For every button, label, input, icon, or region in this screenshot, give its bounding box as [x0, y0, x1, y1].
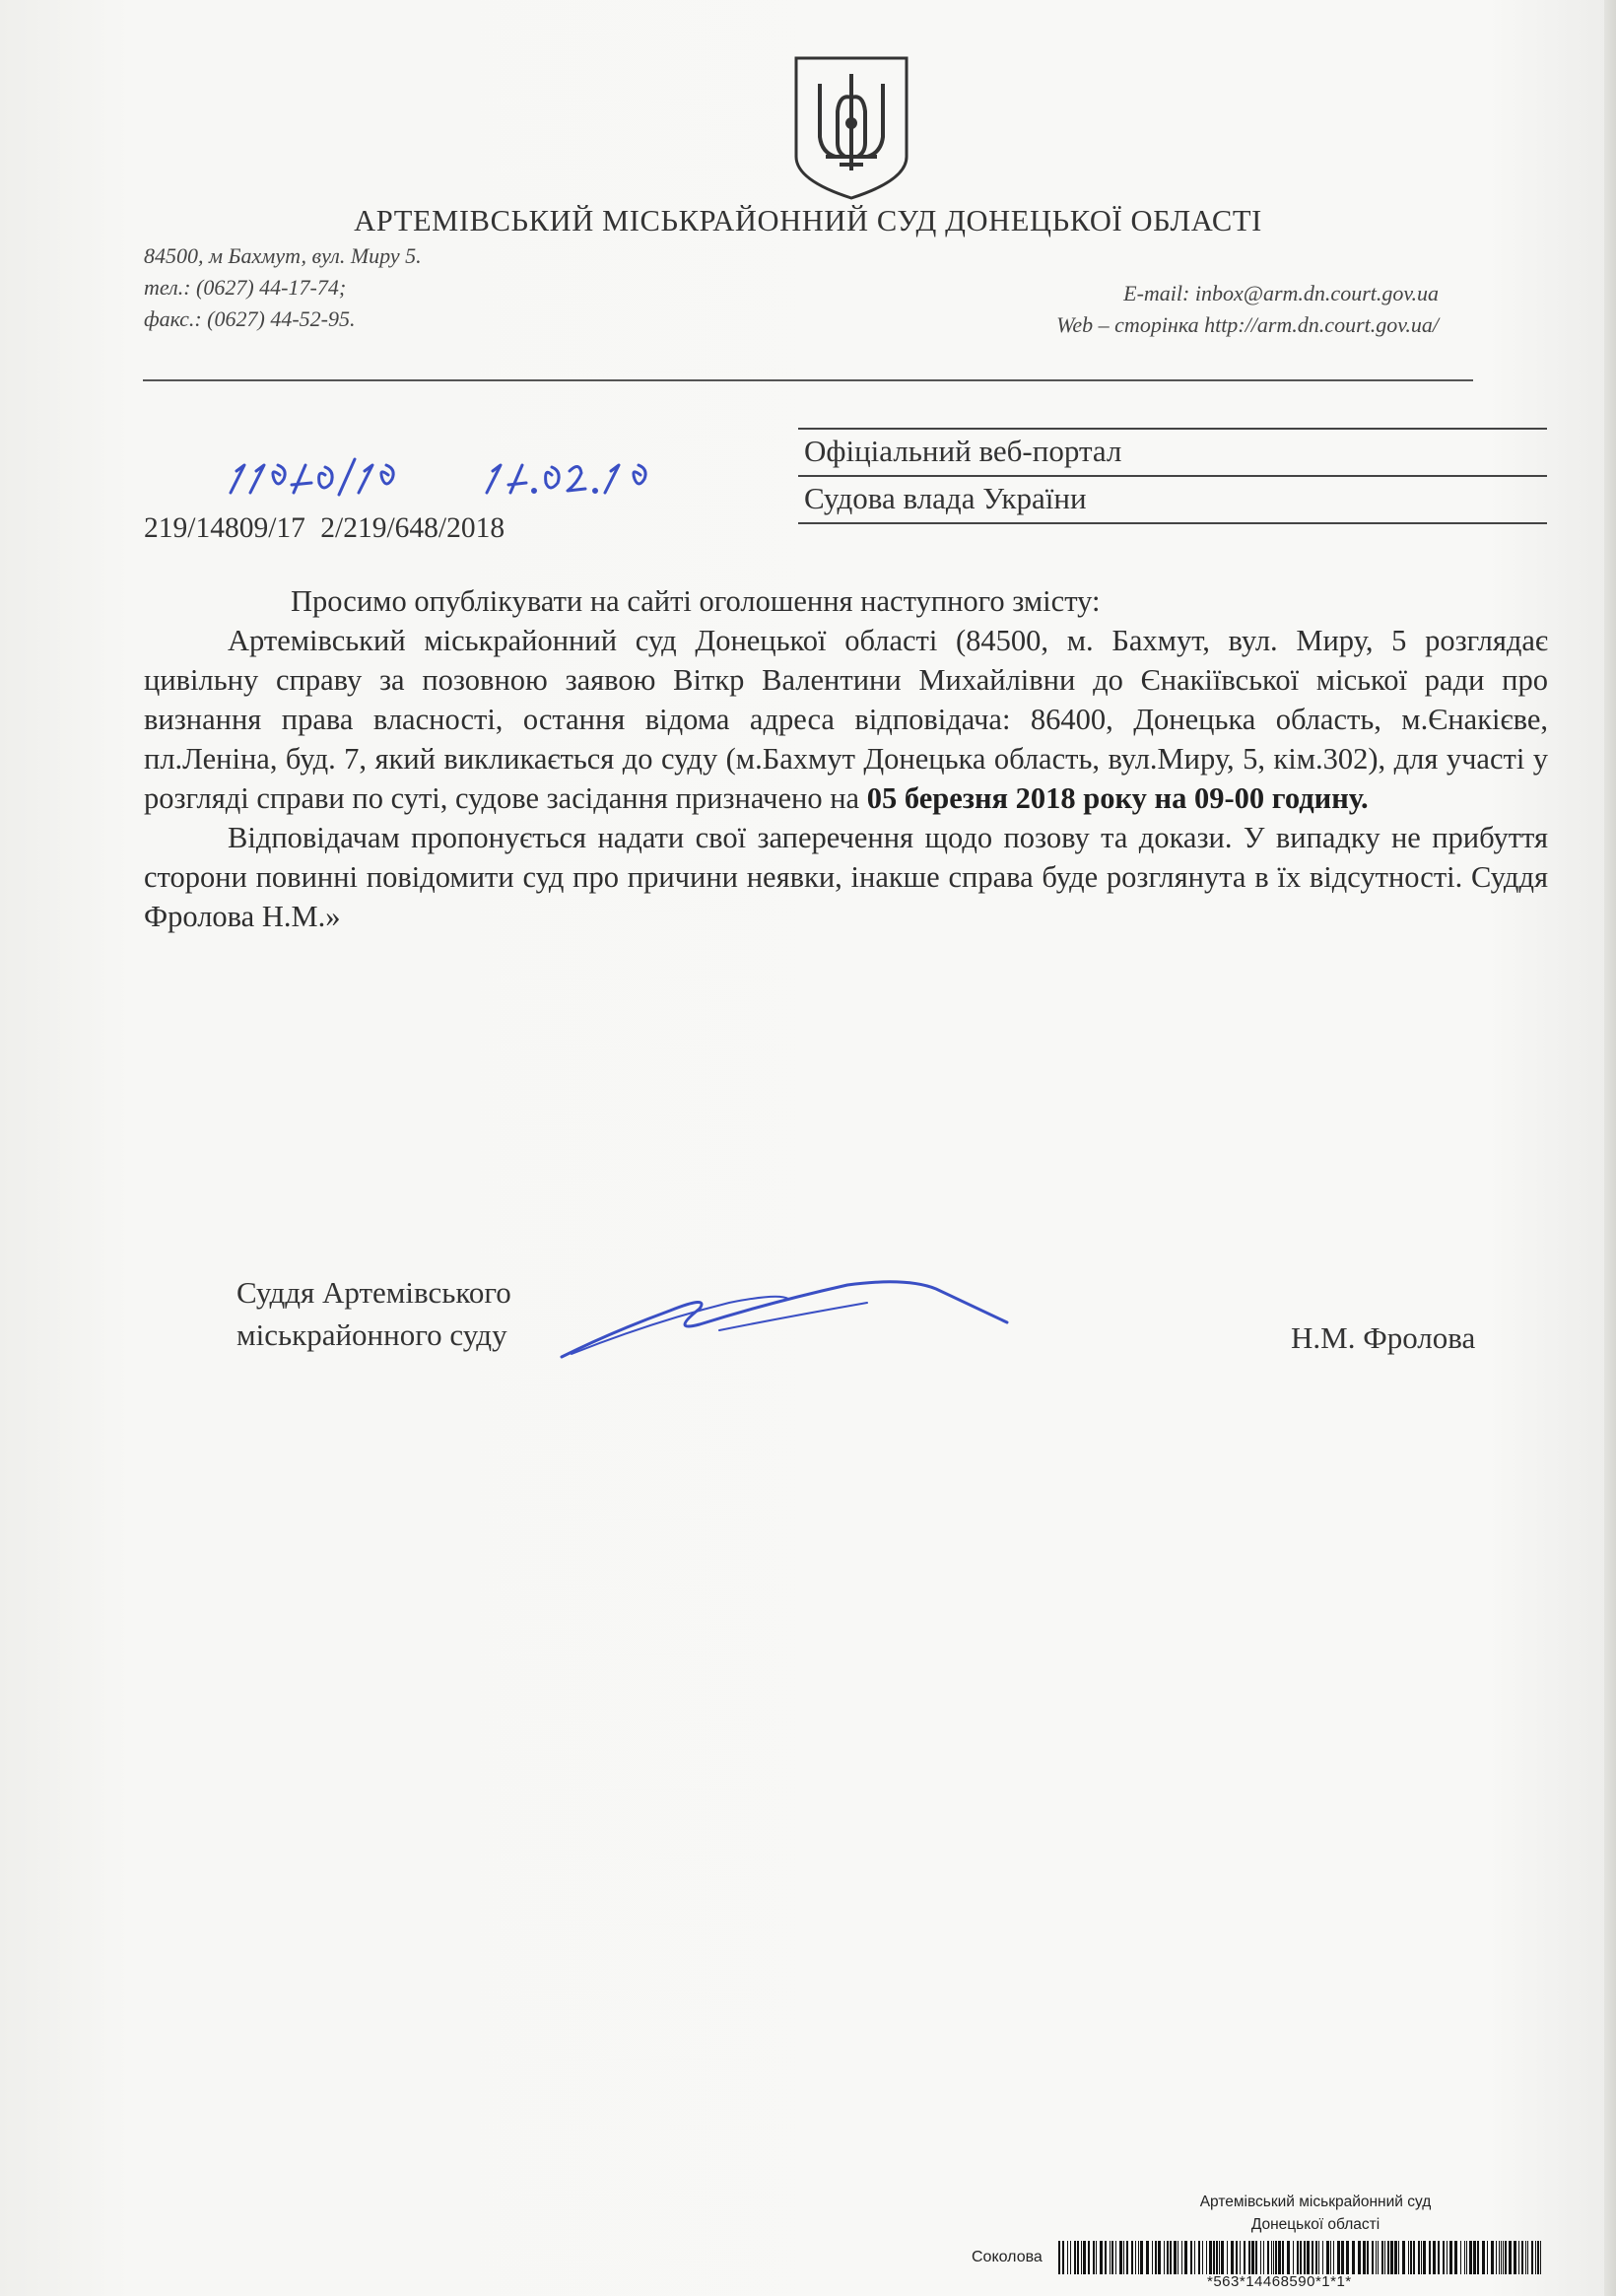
barcode-bar [1135, 2241, 1136, 2274]
barcode-bar [1387, 2241, 1389, 2274]
barcode-bar [1423, 2241, 1426, 2274]
barcode-bar [1496, 2241, 1497, 2274]
barcode-bar [1372, 2241, 1374, 2274]
barcode-bar [1267, 2241, 1269, 2274]
barcode-bar [1408, 2241, 1409, 2274]
barcode-bar [1337, 2241, 1340, 2274]
barcode-bar [1381, 2241, 1383, 2274]
barcode-number: *563*14468590*1*1* [1207, 2273, 1352, 2290]
barcode-bar [1111, 2241, 1113, 2274]
barcode-bar [1271, 2241, 1272, 2274]
barcode-bar [1537, 2241, 1539, 2274]
barcode-bar [1058, 2241, 1060, 2274]
barcode-bar [1216, 2241, 1218, 2274]
coat-of-arms-icon [790, 54, 912, 202]
addressee-block [798, 428, 1547, 524]
handwritten-registration-note [223, 445, 666, 505]
barcode-bar [1194, 2241, 1195, 2274]
barcode-bar [1300, 2241, 1302, 2274]
announcement-paragraph-1 [144, 621, 1548, 818]
signatory-name: Н.М. Фролова [1291, 1320, 1476, 1355]
barcode-bar [1070, 2241, 1071, 2274]
barcode-bar [1384, 2241, 1385, 2274]
barcode-bar [1131, 2241, 1133, 2274]
barcode-bar [1184, 2241, 1187, 2274]
barcode-bar [1509, 2241, 1512, 2274]
court-address: 84500, м Бахмут, вул. Миру 5. [144, 243, 422, 268]
barcode-bar [1219, 2241, 1220, 2274]
barcode-bar [1469, 2241, 1472, 2274]
barcode-bar [1240, 2241, 1241, 2274]
barcode-bar [1312, 2241, 1313, 2274]
signatory-title-line-2: міськрайонного суду [236, 1317, 507, 1352]
barcode-bar [1443, 2241, 1445, 2274]
barcode-bar [1167, 2241, 1169, 2274]
barcode-bar [1304, 2241, 1306, 2274]
barcode-bar [1100, 2241, 1103, 2274]
barcode-bar [1333, 2241, 1334, 2274]
court-email: E-mail: inbox@arm.dn.court.gov.ua [1123, 281, 1439, 305]
barcode-bar [1460, 2241, 1461, 2274]
registration-stamp-org [1113, 2191, 1517, 2236]
barcode-bar [1421, 2241, 1422, 2274]
barcode-bar [1221, 2241, 1224, 2274]
case-numbers: 219/14809/17 2/219/648/2018 [144, 512, 505, 544]
barcode-bar [1326, 2241, 1329, 2274]
barcode-bar [1540, 2241, 1541, 2274]
barcode-bar [1174, 2241, 1177, 2274]
barcode-bar [1248, 2241, 1250, 2274]
addressee-rule-bottom [798, 522, 1547, 524]
barcode-bar [1376, 2241, 1377, 2274]
court-contacts [144, 240, 422, 335]
header-divider [143, 379, 1473, 381]
barcode-bar [1394, 2241, 1397, 2274]
barcode-bar [1378, 2241, 1379, 2274]
barcode-bar [1322, 2241, 1323, 2274]
barcode-bar [1454, 2241, 1457, 2274]
barcode-bar [1525, 2241, 1526, 2274]
barcode-bar [1209, 2241, 1212, 2274]
barcode-bar [1418, 2241, 1420, 2274]
barcode-bar [1531, 2241, 1533, 2274]
signatory-title-line-1: Суддя Артемівського [236, 1275, 511, 1310]
barcode-bar [1088, 2241, 1090, 2274]
barcode-bar [1318, 2241, 1319, 2274]
barcode-bar [1096, 2241, 1097, 2274]
barcode-bar [1081, 2241, 1082, 2274]
barcode-bar [1473, 2241, 1476, 2274]
barcode-bar [1499, 2241, 1500, 2274]
barcode-bar [1477, 2241, 1479, 2274]
barcode-bar [1181, 2241, 1182, 2274]
paragraph-1-text: Артемівський міськрайонний суд Донецької області (84500, м. Бахмут, вул. Миру, 5 розглядає цивільну справу за позовною заявою Віткр Валентини Михайлівни до Єнакіївської міської ради про визнання права власності, остання відома адреса відповідача: 86400, Донецька область, м.Єнакієве, пл.Леніна, буд. 7, який викликається до суду (м.Бахмут Донецька область, вул.Миру, 5, кім.302), для участі у розгляді справи по суті, судове засідання призначено на [144, 624, 1548, 815]
barcode-bar [1067, 2241, 1068, 2274]
barcode-bar [1093, 2241, 1095, 2274]
barcode-bar [1083, 2241, 1086, 2274]
barcode-bar [1282, 2241, 1284, 2274]
barcode-bar [1297, 2241, 1299, 2274]
barcode-bar [1449, 2241, 1452, 2274]
barcode-bar [1390, 2241, 1393, 2274]
stamp-org-line-2: Донецької області [1250, 2216, 1380, 2233]
paper-edge [1604, 0, 1616, 2296]
barcode-bar [1346, 2241, 1349, 2274]
barcode-bar [1074, 2241, 1076, 2274]
court-online [1056, 278, 1439, 341]
barcode-bar [1251, 2241, 1254, 2274]
barcode-bar [1287, 2241, 1290, 2274]
barcode-bar [1341, 2241, 1344, 2274]
barcode-bar [1202, 2241, 1203, 2274]
barcode-bar [1260, 2241, 1261, 2274]
announcement-body [144, 581, 1548, 936]
barcode-bar [1518, 2241, 1519, 2274]
barcode-bar [1363, 2241, 1366, 2274]
barcode-bar [1410, 2241, 1412, 2274]
barcode-bar [1190, 2241, 1192, 2274]
barcode-bar [1115, 2241, 1116, 2274]
barcode-bar [1293, 2241, 1294, 2274]
announcement-paragraph-2: Відповідачам пропонується надати свої заперечення щодо позову та докази. У випадку не прибуття сторони повинні повідомити суд про причини неявки, інакше справа буде розглянута в їх відсутності. Суддя Фролова Н.М.» [144, 821, 1548, 933]
barcode-bar [1330, 2241, 1331, 2274]
court-fax: факс.: (0627) 44-52-95. [144, 306, 356, 331]
court-web: Web – сторінка http://arm.dn.court.gov.ua/ [1056, 312, 1439, 337]
barcode [1058, 2241, 1545, 2274]
barcode-bar [1236, 2241, 1238, 2274]
barcode-bar [1429, 2241, 1431, 2274]
announcement-intro: Просимо опублікувати на сайті оголошення наступного змісту: [291, 584, 1101, 618]
barcode-bar [1110, 2241, 1111, 2274]
barcode-bar [1315, 2241, 1317, 2274]
barcode-bar [1146, 2241, 1149, 2274]
barcode-bar [1123, 2241, 1124, 2274]
barcode-bar [1198, 2241, 1200, 2274]
stamp-org-line-1: Артемівський міськрайонний суд [1199, 2194, 1432, 2210]
addressee-line-2: Судова влада України [804, 481, 1087, 515]
barcode-bar [1170, 2241, 1172, 2274]
barcode-bar [1278, 2241, 1281, 2274]
barcode-bar [1487, 2241, 1488, 2274]
barcode-bar [1155, 2241, 1157, 2274]
barcode-bar [1077, 2241, 1079, 2274]
barcode-bar [1402, 2241, 1405, 2274]
barcode-bar [1140, 2241, 1143, 2274]
barcode-bar [1527, 2241, 1528, 2274]
barcode-bar [1447, 2241, 1448, 2274]
barcode-bar [1514, 2241, 1516, 2274]
barcode-bar [1438, 2241, 1440, 2274]
barcode-bar [1062, 2241, 1064, 2274]
barcode-bar [1255, 2241, 1257, 2274]
barcode-bar [1213, 2241, 1215, 2274]
hearing-date: 05 березня 2018 року на 09-00 годину. [866, 781, 1369, 815]
barcode-bar [1244, 2241, 1246, 2274]
barcode-bar [1503, 2241, 1504, 2274]
barcode-bar [1164, 2241, 1165, 2274]
barcode-bar [1231, 2241, 1234, 2274]
barcode-bar [1433, 2241, 1436, 2274]
court-phone: тел.: (0627) 44-17-74; [144, 275, 347, 300]
barcode-bar [1158, 2241, 1161, 2274]
barcode-bar [1501, 2241, 1502, 2274]
signatory-title [236, 1271, 511, 1356]
barcode-bar [1206, 2241, 1207, 2274]
barcode-bar [1491, 2241, 1494, 2274]
barcode-bar [1105, 2241, 1107, 2274]
barcode-bar [1464, 2241, 1465, 2274]
barcode-bar [1521, 2241, 1523, 2274]
barcode-bar [1126, 2241, 1128, 2274]
barcode-bar [1275, 2241, 1277, 2274]
addressee-line-1: Офіціальний веб-портал [804, 434, 1122, 468]
barcode-bar [1398, 2241, 1399, 2274]
court-title: АРТЕМІВСЬКИЙ МІСЬКРАЙОННИЙ СУД ДОНЕЦЬКОЇ ОБЛАСТІ [354, 204, 1262, 237]
barcode-bar [1535, 2241, 1536, 2274]
barcode-bar [1273, 2241, 1274, 2274]
barcode-bar [1358, 2241, 1361, 2274]
barcode-bar [1119, 2241, 1122, 2274]
barcode-bar [1138, 2241, 1139, 2274]
barcode-bar [1466, 2241, 1467, 2274]
barcode-bar [1307, 2241, 1310, 2274]
barcode-bar [1413, 2241, 1415, 2274]
barcode-bar [1227, 2241, 1228, 2274]
barcode-bar [1505, 2241, 1507, 2274]
barcode-bar [1482, 2241, 1485, 2274]
barcode-bar [1352, 2241, 1355, 2274]
barcode-bar [1152, 2241, 1153, 2274]
barcode-bar [1367, 2241, 1369, 2274]
handwritten-signature [552, 1263, 1015, 1382]
registration-clerk: Соколова [972, 2249, 1043, 2265]
barcode-bar [1263, 2241, 1264, 2274]
